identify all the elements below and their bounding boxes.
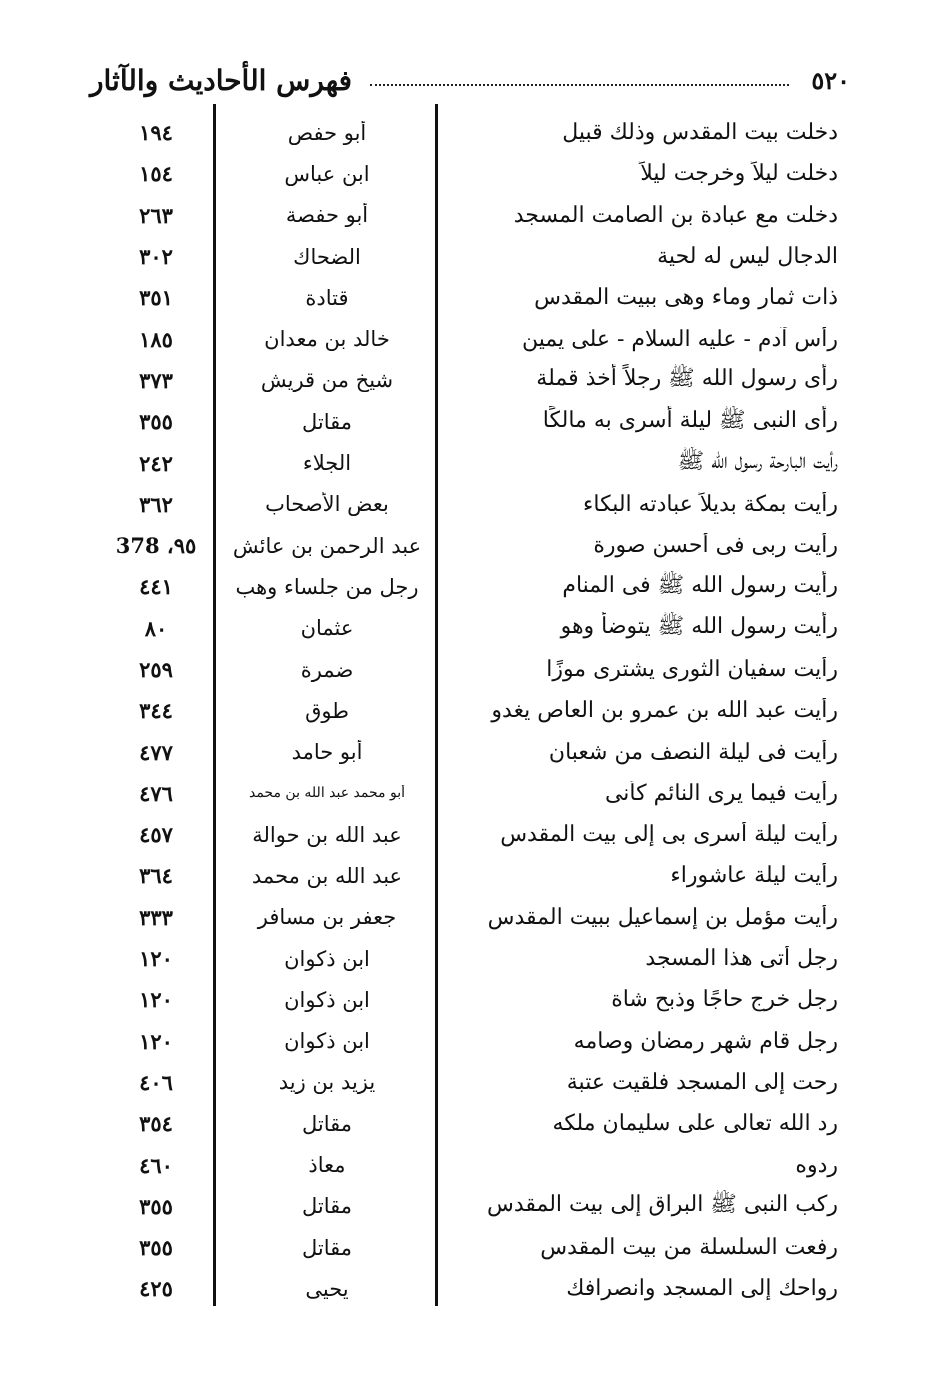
- hadith-text: رجل قام شهر رمضان وصامه: [573, 1028, 838, 1054]
- table-row: [90, 318, 850, 359]
- table-row: [90, 814, 850, 855]
- narrator: عثمان: [300, 616, 354, 641]
- table-row: [90, 608, 850, 649]
- page-title: فهرس الأحاديث والآثار: [90, 63, 353, 97]
- table-row: [90, 979, 850, 1020]
- hadith-text: رأس آدم - عليه السلام - على يمين: [522, 326, 838, 352]
- page-reference: ١٢٠: [139, 987, 173, 1013]
- hadith-text: رأى رسول الله ﷺ رجلاً أخذ قملة: [536, 366, 838, 392]
- hadith-text: رأيت فى ليلة النصف من شعبان: [548, 739, 838, 765]
- hadith-text: ذات ثمار وماء وهى ببيت المقدس: [534, 285, 838, 311]
- narrator: يحيى: [305, 1276, 349, 1301]
- narrator: ضمرة: [300, 657, 354, 682]
- narrator: مقاتل: [301, 1194, 353, 1219]
- table-row: [90, 277, 850, 318]
- table-row: [90, 897, 850, 938]
- page-reference: ٣٥١: [139, 285, 173, 311]
- page-reference: ٤٧٧: [139, 739, 173, 765]
- narrator: ابن عباس: [284, 161, 370, 186]
- hadith-text: رأيت بمكة بديلاً عبادته البكاء: [583, 491, 838, 517]
- page-reference: ٤٥٧: [139, 822, 173, 848]
- page-reference: ٣٥٤: [139, 1111, 173, 1137]
- table-row: [90, 1268, 850, 1309]
- narrator: رجل من جلساء وهب: [235, 574, 419, 599]
- table-row: [90, 360, 850, 401]
- page-reference: ١٢٠: [139, 946, 173, 972]
- narrator: عبد الرحمن بن عائش: [232, 533, 422, 558]
- page-reference: ٣٥٥: [139, 409, 173, 435]
- page-reference: ٣٥٥: [139, 1235, 173, 1261]
- narrator: يزيد بن زيد: [278, 1070, 376, 1095]
- table-row: [90, 401, 850, 442]
- hadith-text: دخلت ليلاً وخرجت ليلاً: [640, 161, 838, 187]
- table-row: [90, 938, 850, 979]
- page-reference: ١٩٤: [139, 120, 173, 146]
- table-row: [90, 1186, 850, 1227]
- page-reference: ٢٤٢: [139, 450, 173, 476]
- header-dotted-leader: [370, 84, 789, 86]
- hadith-text: رأيت البارحة رسول الله ﷺ: [677, 449, 838, 475]
- narrator: الجلاء: [302, 451, 352, 476]
- page-reference: ٣٧٣: [139, 367, 173, 393]
- narrator: مقاتل: [301, 1235, 353, 1260]
- table-row: [90, 1144, 850, 1185]
- hadith-text: رأى النبى ﷺ ليلة أسرى به مالكًا: [542, 407, 838, 433]
- narrator: عبد الله بن محمد: [251, 863, 403, 888]
- narrator: أبو حامد: [291, 740, 363, 765]
- narrator: ابن ذكوان: [284, 987, 370, 1012]
- table-row: [90, 649, 850, 690]
- table-row: [90, 1021, 850, 1062]
- table-row: [90, 1103, 850, 1144]
- hadith-text: ردوه: [795, 1152, 838, 1178]
- hadith-text: رأيت سفيان الثورى يشترى موزًا: [546, 657, 838, 682]
- page-reference: ٢٥٩: [139, 657, 173, 682]
- page-reference: ٣٦٤: [139, 863, 173, 889]
- hadith-text: رجل خرج حاجًا وذبح شاة: [611, 987, 838, 1013]
- page-reference: ٣٣٣: [139, 904, 173, 930]
- page-reference: ٤٤١: [139, 574, 173, 600]
- hadith-text: دخلت مع عبادة بن الصامت المسجد: [513, 202, 838, 228]
- page-reference: ٩٥، 378: [115, 533, 197, 559]
- hadith-text: رأيت ليلة أسرى بى إلى بيت المقدس: [500, 822, 838, 848]
- page-reference: ٤٦٠: [139, 1152, 173, 1178]
- page-reference: ٢٦٣: [139, 202, 173, 228]
- table-row: [90, 566, 850, 607]
- hadith-text: رفعت السلسلة من بيت المقدس: [540, 1235, 838, 1261]
- table-row: [90, 153, 850, 194]
- table-row: [90, 442, 850, 483]
- table-row: [90, 1062, 850, 1103]
- narrator: أبو حفصة: [285, 203, 369, 228]
- page-reference: ٣٥٥: [139, 1193, 173, 1219]
- index-table: [90, 112, 850, 1310]
- table-row: [90, 484, 850, 525]
- page-reference: ٤٢٥: [139, 1276, 173, 1302]
- table-row: [90, 195, 850, 236]
- hadith-text: رأيت مؤمل بن إسماعيل ببيت المقدس: [487, 904, 838, 930]
- page-reference: ٤٧٦: [139, 780, 173, 806]
- narrator: جعفر بن مسافر: [257, 905, 397, 930]
- narrator: بعض الأصحاب: [265, 492, 389, 517]
- hadith-text: دخلت بيت المقدس وذلك قبيل: [562, 120, 838, 146]
- page-reference: ١٢٠: [139, 1028, 173, 1054]
- page-number: ٥٢٠: [811, 65, 850, 95]
- table-row: [90, 773, 850, 814]
- table-row: [90, 236, 850, 277]
- narrator: الضحاك: [293, 244, 361, 269]
- hadith-text: رأيت فيما يرى النائم كأنى: [604, 780, 838, 806]
- narrator: ابن ذكوان: [284, 1029, 370, 1054]
- page-reference: ٤٠٦: [139, 1069, 173, 1095]
- hadith-text: ركب النبى ﷺ البراق إلى بيت المقدس: [486, 1192, 838, 1218]
- narrator: مقاتل: [301, 1111, 353, 1136]
- hadith-text: رأيت رسول الله ﷺ يتوضأ وهو: [560, 614, 838, 640]
- table-row: [90, 731, 850, 772]
- hadith-text: رجل أتى هذا المسجد: [645, 946, 838, 972]
- page-reference: ٣٠٢: [139, 244, 173, 270]
- narrator: أبو محمد عبد الله بن محمد: [248, 785, 405, 802]
- hadith-text: الدجال ليس له لحية: [657, 244, 838, 270]
- narrator: أبو حفص: [287, 120, 367, 145]
- narrator: شيخ من قريش: [260, 368, 394, 393]
- hadith-text: رحت إلى المسجد فلقيت عتبة: [566, 1069, 838, 1095]
- hadith-text: رأيت ربى فى أحسن صورة: [593, 533, 838, 559]
- page-reference: ١٨٥: [139, 326, 173, 352]
- hadith-text: رواحك إلى المسجد وانصرافك: [566, 1276, 838, 1302]
- hadith-text: رأيت رسول الله ﷺ فى المنام: [562, 572, 838, 598]
- hadith-text: رد الله تعالى على سليمان ملكه: [552, 1111, 838, 1137]
- narrator: معاذ: [308, 1153, 346, 1178]
- table-row: [90, 690, 850, 731]
- table-row: [90, 112, 850, 153]
- page-reference: ٨٠: [144, 615, 168, 641]
- page-header: [90, 58, 850, 102]
- narrator: خالد بن معدان: [264, 327, 390, 352]
- page-reference: ٣٦٢: [139, 491, 173, 517]
- table-row: [90, 1227, 850, 1268]
- hadith-text: رأيت عبد الله بن عمرو بن العاص يغدو: [491, 698, 838, 724]
- hadith-text: رأيت ليلة عاشوراء: [670, 863, 838, 889]
- table-row: [90, 525, 850, 566]
- page-reference: ٣٤٤: [139, 698, 173, 724]
- page-reference: ١٥٤: [139, 161, 173, 187]
- narrator: عبد الله بن حوالة: [252, 822, 402, 847]
- narrator: مقاتل: [301, 409, 353, 434]
- narrator: طوق: [305, 698, 349, 723]
- narrator: قتادة: [305, 285, 349, 310]
- table-row: [90, 855, 850, 896]
- narrator: ابن ذكوان: [284, 946, 370, 971]
